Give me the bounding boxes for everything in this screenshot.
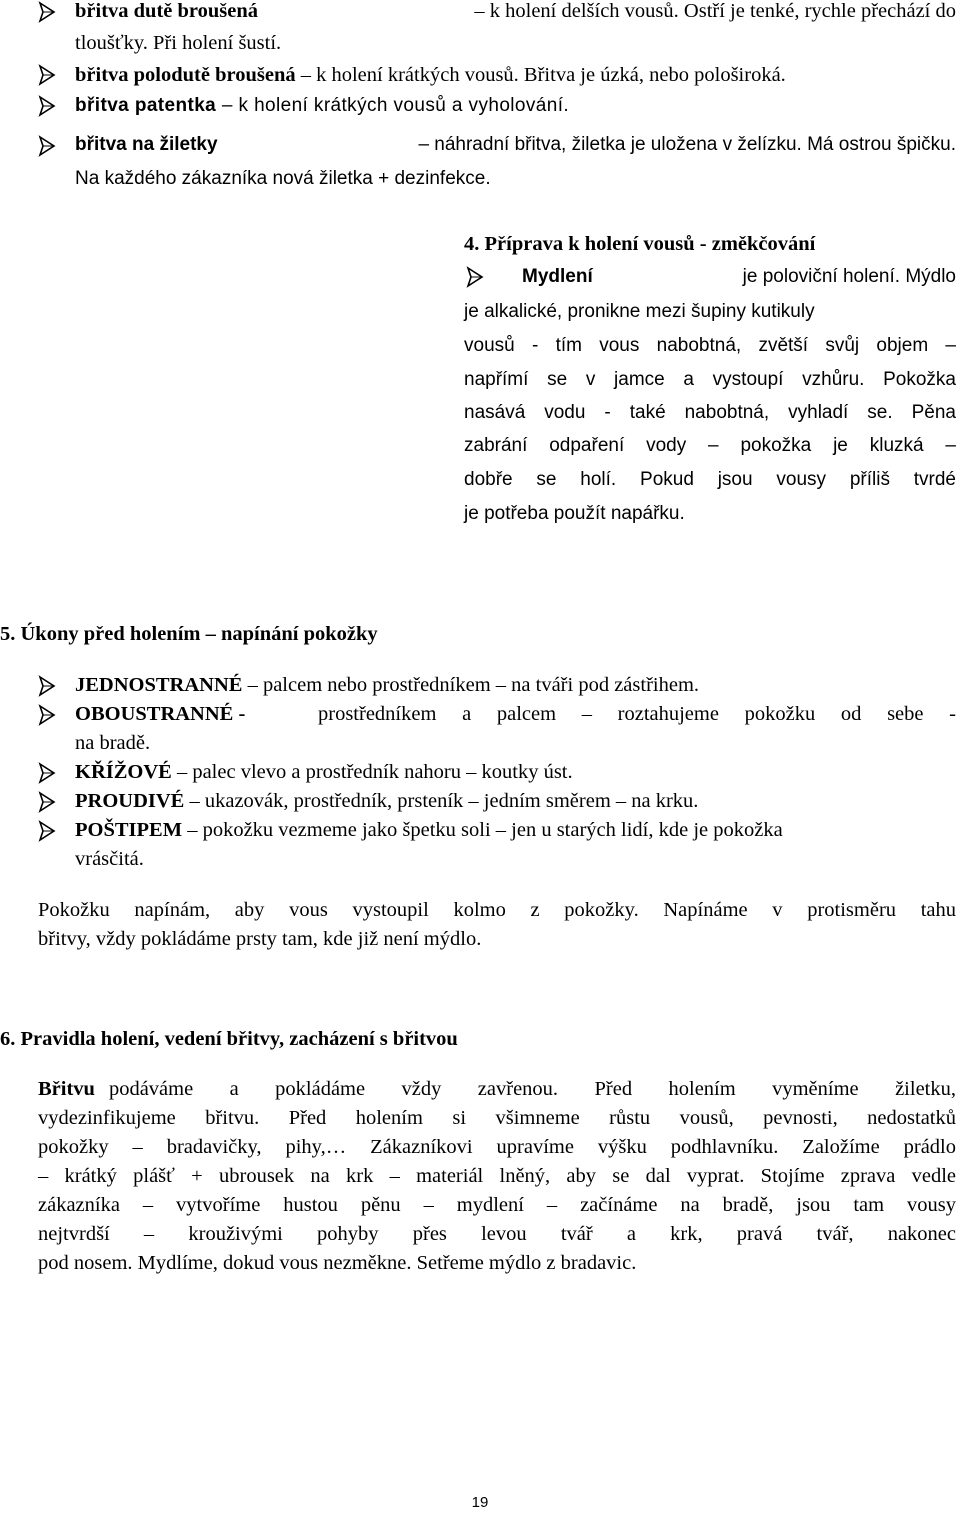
paragraph-line: je alkalické, pronikne mezi šupiny kutikuly	[464, 301, 815, 322]
arrow-bullet-icon	[38, 94, 58, 118]
list-item	[75, 671, 699, 699]
list-item	[75, 131, 956, 159]
term: Mydlení	[522, 266, 593, 287]
first-word: Břitvu	[38, 1078, 95, 1100]
list-item-text: – palec vlevo a prostředník nahoru – koutky úst.	[171, 761, 573, 783]
term: břitva na žiletky	[75, 134, 218, 155]
paragraph-line: pokožky – bradavičky, pihy,… Zákazníkovi upravíme výšku podhlavníku. Založíme prádlo	[38, 1136, 956, 1158]
paragraph-line: pod nosem. Mydlíme, dokud vous nezměkne. Setřeme mýdlo z bradavic.	[38, 1252, 637, 1274]
list-item-continuation: vrásčitá.	[75, 848, 144, 870]
term: JEDNOSTRANNÉ	[75, 674, 243, 696]
list-item	[75, 61, 786, 89]
arrow-bullet-icon	[38, 761, 58, 785]
list-item-text: – k holení krátkých vousů a vyholování.	[221, 95, 570, 116]
term: PROUDIVÉ	[75, 790, 185, 812]
arrow-bullet-icon	[38, 63, 58, 87]
paragraph-line: – krátký plášť + ubrousek na krk – materiál lněný, aby se dal vyprat. Stojíme zprava vedle	[38, 1165, 956, 1187]
section-heading: 5. Úkony před holením – napínání pokožky	[0, 623, 378, 645]
term: OBOUSTRANNÉ -	[75, 703, 246, 725]
list-item	[75, 787, 698, 815]
list-item-text: – palcem nebo prostředníkem – na tváři pod zástřihem.	[242, 674, 700, 696]
page-number: 19	[471, 1494, 489, 1511]
paragraph-line: vousů - tím vous nabobtná, zvětší svůj objem –	[464, 335, 956, 356]
paragraph-line: nasává vodu - také nabobtná, vyhladí se. Pěna	[464, 402, 956, 423]
section-heading: 4. Příprava k holení vousů - změkčování	[464, 233, 816, 255]
section-heading: 6. Pravidla holení, vedení břitvy, zacházení s břitvou	[0, 1028, 458, 1050]
list-item	[75, 0, 956, 25]
list-item-text: je poloviční holení. Mýdlo	[742, 266, 956, 287]
paragraph-line: Břitvu podáváme a pokládáme vždy zavřenou. Před holením vyměníme žiletku,	[38, 1075, 956, 1103]
list-item	[75, 700, 245, 728]
term: břitva dutě broušená	[75, 0, 259, 22]
arrow-bullet-icon	[38, 0, 58, 24]
paragraph-line: dobře se holí. Pokud jsou vousy příliš tvrdé	[464, 469, 956, 490]
arrow-bullet-icon	[38, 674, 58, 698]
list-item-continuation: na bradě.	[75, 732, 151, 754]
paragraph-line: Pokožku napínám, aby vous vystoupil kolmo z pokožky. Napínáme v protisměru tahu	[38, 899, 956, 921]
arrow-bullet-icon	[38, 134, 58, 158]
term: břitva polodutě broušená	[75, 64, 296, 86]
paragraph-line: napřímí se v jamce a vystoupí vzhůru. Pokožka	[464, 369, 956, 390]
list-item-text: prostředníkem a palcem – roztahujeme pokožku od sebe -	[318, 703, 956, 725]
paragraph-line: zákazníka – vytvoříme hustou pěnu – mydlení – začínáme na bradě, jsou tam vousy	[38, 1194, 956, 1216]
term: POŠTIPEM	[75, 819, 183, 841]
list-item	[75, 758, 573, 786]
arrow-bullet-icon	[38, 703, 58, 727]
paragraph-line: vydezinfikujeme břitvu. Před holením si všimneme růstu vousů, pevnosti, nedostatků	[38, 1107, 956, 1129]
list-item-text: – pokožku vezmeme jako špetku soli – jen u starých lidí, kde je pokožka	[182, 819, 783, 841]
list-item-continuation: tloušťky. Při holení šustí.	[75, 32, 282, 54]
paragraph-line: zabrání odpaření vody – pokožka je kluzká –	[464, 435, 956, 456]
arrow-bullet-icon	[38, 790, 58, 814]
arrow-bullet-icon	[38, 819, 58, 843]
arrow-bullet-icon	[466, 265, 486, 289]
list-item	[75, 816, 783, 844]
term: KŘÍŽOVÉ	[75, 761, 172, 783]
paragraph-line: břitvy, vždy pokládáme prsty tam, kde již není mýdlo.	[38, 928, 482, 950]
list-item-text: – ukazovák, prostředník, prsteník – jedním směrem – na krku.	[184, 790, 699, 812]
paragraph-line: nejtvrdší – krouživými pohyby přes levou tvář a krk, pravá tvář, nakonec	[38, 1223, 956, 1245]
term: břitva patentka	[75, 95, 217, 116]
list-item-text: – k holení krátkých vousů. Břitva je úzká, nebo pološiroká.	[300, 64, 786, 86]
list-item	[75, 92, 569, 120]
paragraph-line: je potřeba použít napářku.	[464, 503, 685, 524]
list-item-text: – k holení delších vousů. Ostří je tenké, rychle přechází do	[474, 0, 956, 22]
list-item-text: – náhradní břitva, žiletka je uložena v želízku. Má ostrou špičku.	[418, 134, 956, 155]
list-item	[522, 263, 956, 291]
list-item-continuation: Na každého zákazníka nová žiletka + dezinfekce.	[75, 168, 491, 189]
